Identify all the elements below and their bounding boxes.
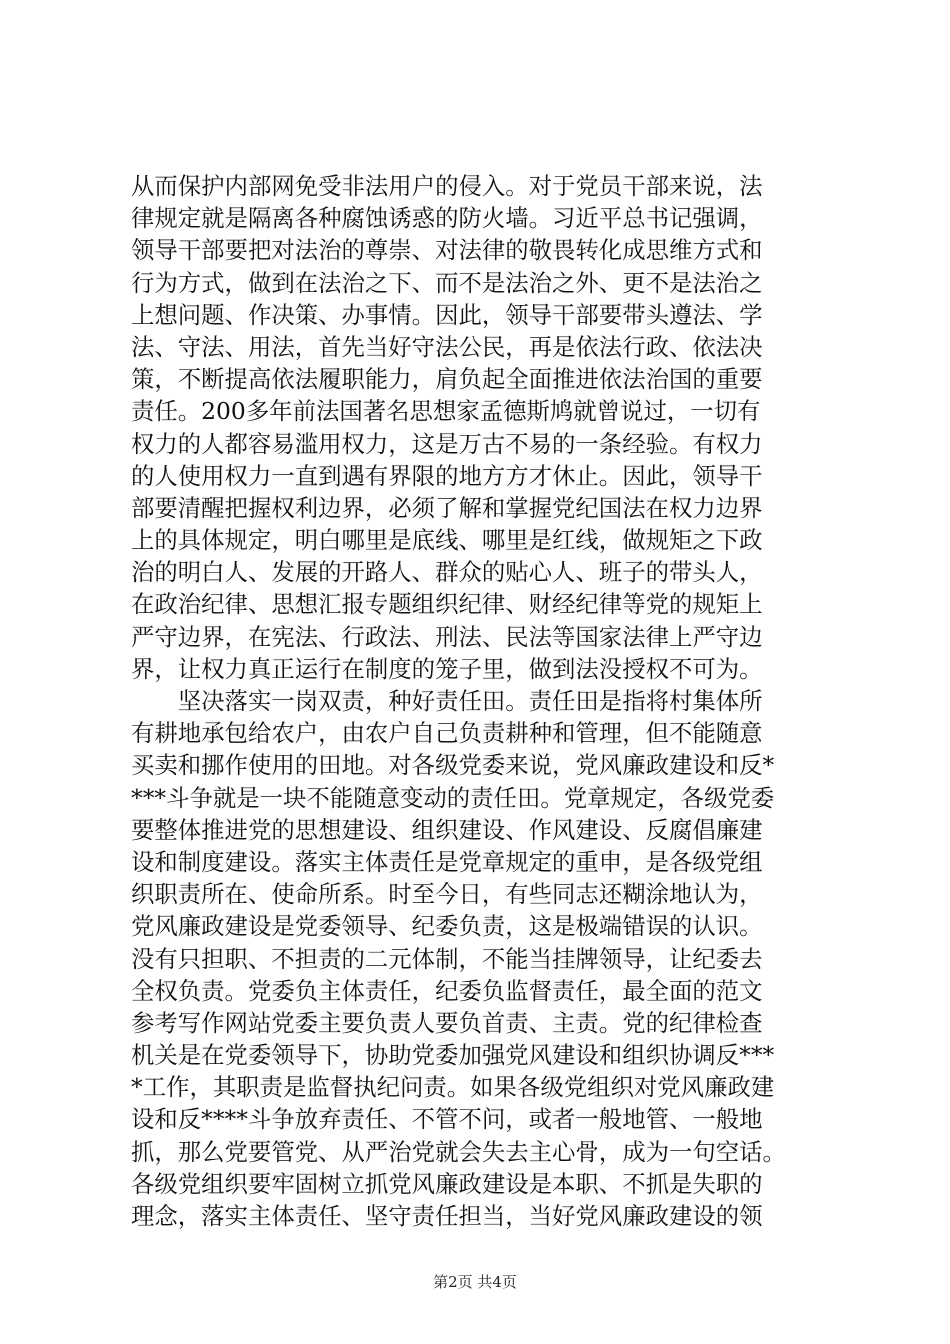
text-line: ***斗争就是一块不能随意变动的责任田。党章规定，各级党委 [131,783,775,812]
text-line: 在政治纪律、思想汇报专题组织纪律、财经纪律等党的规矩上 [131,590,763,619]
page-footer: 第2页 共4页 [433,1273,517,1291]
text-line: 要整体推进党的思想建设、组织建设、作风建设、反腐倡廉建 [131,815,763,844]
text-line: 从而保护内部网免受非法用户的侵入。对于党员干部来说，法 [131,172,763,200]
text-line: 的人使用权力一直到遇有界限的地方方才休止。因此，领导干 [131,461,763,490]
text-line: 策，不断提高依法履职能力，肩负起全面推进依法治国的重要 [131,365,763,394]
text-line: 有耕地承包给农户，由农户自己负责耕种和管理，但不能随意 [131,719,763,748]
text-line: 参考写作网站党委主要负责人要负首责、主责。党的纪律检查 [131,1008,763,1037]
text-line: 全权负责。党委负主体责任，纪委负监督责任，最全面的范文 [131,976,763,1005]
text-line: 没有只担职、不担责的二元体制，不能当挂牌领导，让纪委去 [131,944,763,973]
text-line: 权力的人都容易滥用权力，这是万古不易的一条经验。有权力 [131,429,763,458]
text-line: 党风廉政建设是党委领导、纪委负责，这是极端错误的认识。 [131,912,763,941]
text-line: 机关是在党委领导下，协助党委加强党风建设和组织协调反*** [131,1041,775,1070]
text-line: 买卖和挪作使用的田地。对各级党委来说，党风廉政建设和反* [131,751,775,780]
text-line: 法、守法、用法，首先当好守法公民，再是依法行政、依法决 [131,332,763,361]
text-line: 设和反****斗争放弃责任、不管不问，或者一般地管、一般地 [131,1105,763,1134]
text-line: 部要清醒把握权利边界，必须了解和掌握党纪国法在权力边界 [131,493,763,522]
text-line: 领导干部要把对法治的尊崇、对法律的敬畏转化成思维方式和 [131,236,763,265]
text-line: 上的具体规定，明白哪里是底线、哪里是红线，做规矩之下政 [131,526,763,555]
text-line: 坚决落实一岗双责，种好责任田。责任田是指将村集体所 [131,687,763,715]
text-line: 严守边界，在宪法、行政法、刑法、民法等国家法律上严守边 [131,622,763,651]
text-line: 行为方式，做到在法治之下、而不是法治之外、更不是法治之 [131,268,763,297]
text-line: 界，让权力真正运行在制度的笼子里，做到法没授权不可为。 [131,654,763,683]
text-line: 治的明白人、发展的开路人、群众的贴心人、班子的带头人， [131,558,763,587]
text-line: 织职责所在、使命所系。时至今日，有些同志还糊涂地认为， [131,880,763,909]
body-text [131,170,831,1232]
text-line: 设和制度建设。落实主体责任是党章规定的重申，是各级党组 [131,847,763,876]
text-line: 各级党组织要牢固树立抓党风廉政建设是本职、不抓是失职的 [131,1169,763,1198]
text-line: 上想问题、作决策、办事情。因此，领导干部要带头遵法、学 [131,300,763,329]
text-line: 责任。200多年前法国著名思想家孟德斯鸠就曾说过，一切有 [131,397,761,426]
text-line: 律规定就是隔离各种腐蚀诱惑的防火墙。习近平总书记强调， [131,204,763,233]
text-line: 抓，那么党要管党、从严治党就会失去主心骨，成为一句空话。 [131,1137,786,1166]
text-line: *工作，其职责是监督执纪问责。如果各级党组织对党风廉政建 [131,1073,775,1102]
text-line: 理念，落实主体责任、坚守责任担当，当好党风廉政建设的领 [131,1202,763,1230]
